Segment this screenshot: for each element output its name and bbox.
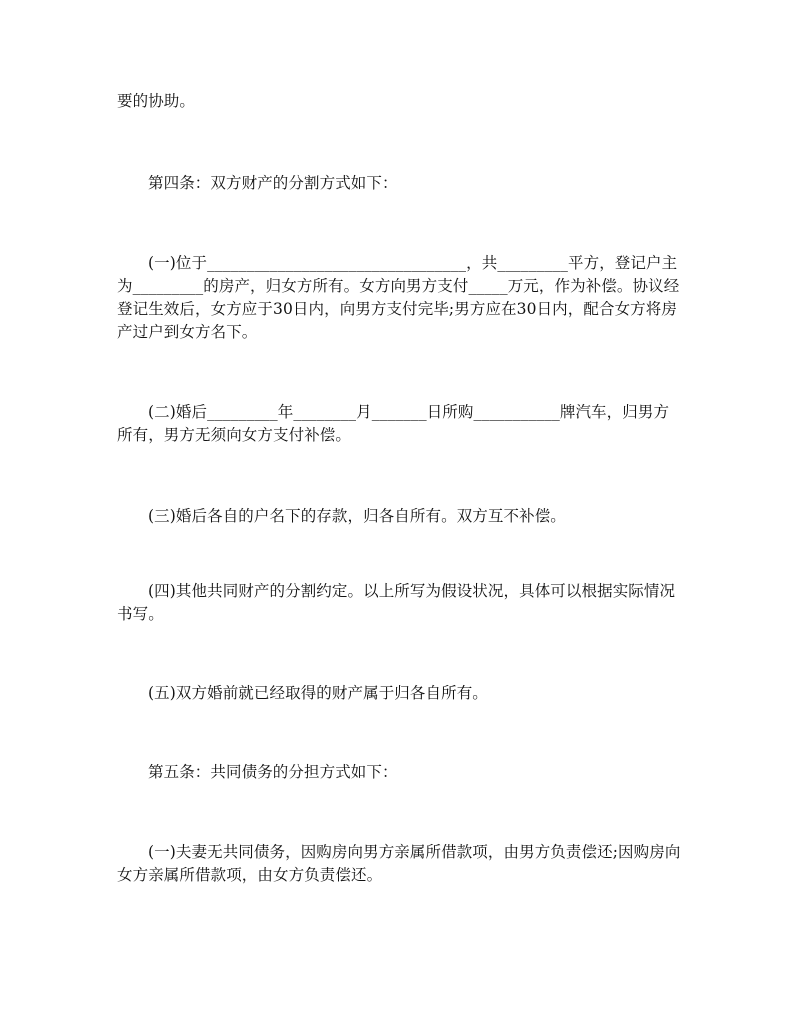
paragraph-continuation: 要的协助。: [117, 92, 196, 110]
article-4-clause-3: (三)婚后各自的户名下的存款，归各自所有。双方互不补偿。: [148, 507, 566, 525]
article-4-clause-1: (一)位于_________________________________，共_________平方，登记户主为_________的房产，归女方所有。女方向男方支付_____万元，作为补偿。协议经登记生效后，女方应于30日内，向男方支付完毕;男方应在30日内，配合女方将房产过户到女方名下。: [117, 254, 680, 341]
article-4-clause-4: (四)其他共同财产的分割约定。以上所写为假设状况，具体可以根据实际情况书写。: [117, 582, 676, 623]
article-4-clause-2: (二)婚后_________年________月_______日所购___________牌汽车，归男方所有，男方无须向女方支付补偿。: [117, 403, 670, 444]
article-4-clause-5: (五)双方婚前就已经取得的财产属于归各自所有。: [148, 684, 488, 702]
article-5-heading: 第五条：共同债务的分担方式如下：: [148, 763, 398, 781]
article-4-heading: 第四条：双方财产的分割方式如下：: [148, 174, 398, 192]
article-5-clause-1: (一)夫妻无共同债务，因购房向男方亲属所借款项，由男方负责偿还;因购房向女方亲属所借款项，由女方负责偿还。: [117, 843, 681, 884]
